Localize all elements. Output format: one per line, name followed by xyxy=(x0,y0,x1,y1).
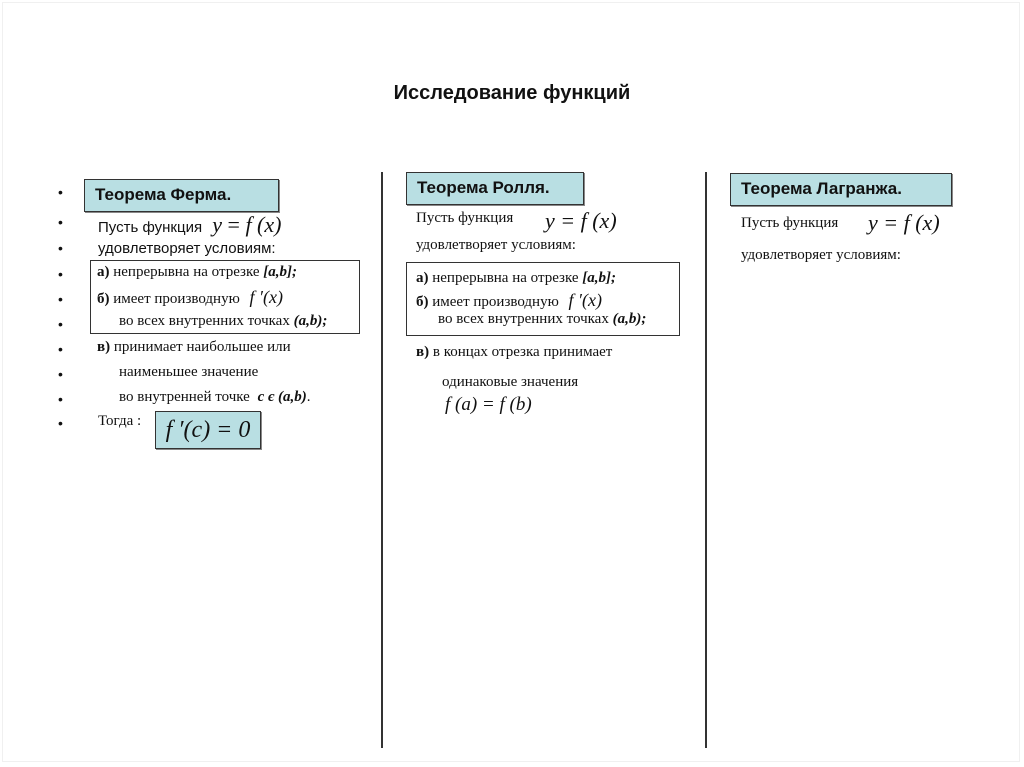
slide-title: Исследование функций xyxy=(393,82,631,104)
cond-c-text3: во внутренней точке xyxy=(119,389,250,405)
rolle-satisfies-text: удовлетворяет условиям: xyxy=(416,237,576,253)
label-a: а) xyxy=(416,270,429,286)
fermat-then-text: Тогда : xyxy=(98,413,142,429)
bullet: • xyxy=(58,240,63,256)
bullet: • xyxy=(58,266,63,282)
cond-c-point: c є (a,b) xyxy=(257,389,307,405)
bullet: • xyxy=(58,341,63,357)
bullet: • xyxy=(58,184,63,200)
derivative-formula: f ′(x) xyxy=(249,287,283,307)
bullet: • xyxy=(58,291,63,307)
fermat-condition-c-line3 xyxy=(119,389,310,406)
cond-a-interval: [a,b]; xyxy=(582,270,617,286)
fermat-satisfies-text: удовлетворяет условиям: xyxy=(98,240,276,257)
label-c: в) xyxy=(416,344,430,360)
bullet: • xyxy=(58,316,63,332)
cond-b-interval: (a,b); xyxy=(293,313,328,329)
fermat-condition-b-cont xyxy=(119,313,327,330)
rolle-function-formula: y = f (x) xyxy=(545,208,617,233)
rolle-let-function-text: Пусть функция xyxy=(416,210,514,226)
fermat-function-formula xyxy=(212,212,281,237)
rolle-condition-b xyxy=(416,290,602,311)
cond-a-text: непрерывна на отрезке xyxy=(432,270,579,286)
bullet: • xyxy=(58,366,63,382)
bullet: • xyxy=(58,415,63,431)
cond-b-text2: во всех внутренних точках xyxy=(438,311,609,327)
cond-a-interval: [a,b]; xyxy=(263,264,298,280)
label-c: в) xyxy=(97,339,111,355)
cond-a-text: непрерывна на отрезке xyxy=(113,264,260,280)
lagrange-satisfies-text: удовлетворяет условиям: xyxy=(741,247,901,263)
formula-eq: = xyxy=(222,212,246,237)
fermat-let-function-line xyxy=(98,212,281,238)
rolle-condition-c-line2: одинаковые значения xyxy=(442,374,579,390)
column-divider-right xyxy=(705,172,707,748)
derivative-formula: f ′(x) xyxy=(568,290,602,310)
column-divider-left xyxy=(381,172,383,748)
fermat-condition-b xyxy=(97,287,283,308)
formula-fx: f (x) xyxy=(245,212,282,237)
cond-c-text1: в концах отрезка принимает xyxy=(432,344,613,360)
cond-c-text1: принимает наибольшее или xyxy=(113,339,291,355)
rolle-theorem-header: Теорема Ролля. xyxy=(406,172,584,205)
label-a: а) xyxy=(97,264,110,280)
formula-y: y xyxy=(212,212,223,237)
cond-b-text2: во всех внутренних точках xyxy=(119,313,290,329)
lagrange-theorem-header: Теорема Лагранжа. xyxy=(730,173,952,206)
rolle-condition-c-formula: f (a) = f (b) xyxy=(445,394,532,415)
bullet: • xyxy=(58,214,63,230)
fermat-result-formula: f ′(c) = 0 xyxy=(155,411,261,449)
cond-c-end: . xyxy=(306,389,311,405)
fermat-let-function-text: Пусть функция xyxy=(98,219,203,236)
rolle-condition-a xyxy=(416,270,616,287)
cond-b-text: имеет производную xyxy=(432,294,559,310)
cond-b-text: имеет производную xyxy=(113,291,240,307)
fermat-condition-c-line2: наименьшее значение xyxy=(119,364,259,380)
rolle-condition-b-cont xyxy=(438,311,646,328)
lagrange-let-function-text: Пусть функция xyxy=(741,215,839,231)
bullet: • xyxy=(58,391,63,407)
lagrange-function-formula: y = f (x) xyxy=(868,210,940,235)
fermat-theorem-header: Теорема Ферма. xyxy=(84,179,279,212)
label-b: б) xyxy=(416,294,429,310)
rolle-condition-c xyxy=(416,344,612,361)
fermat-condition-a xyxy=(97,264,297,281)
label-b: б) xyxy=(97,291,110,307)
cond-b-interval: (a,b); xyxy=(612,311,647,327)
fermat-condition-c xyxy=(97,339,291,356)
